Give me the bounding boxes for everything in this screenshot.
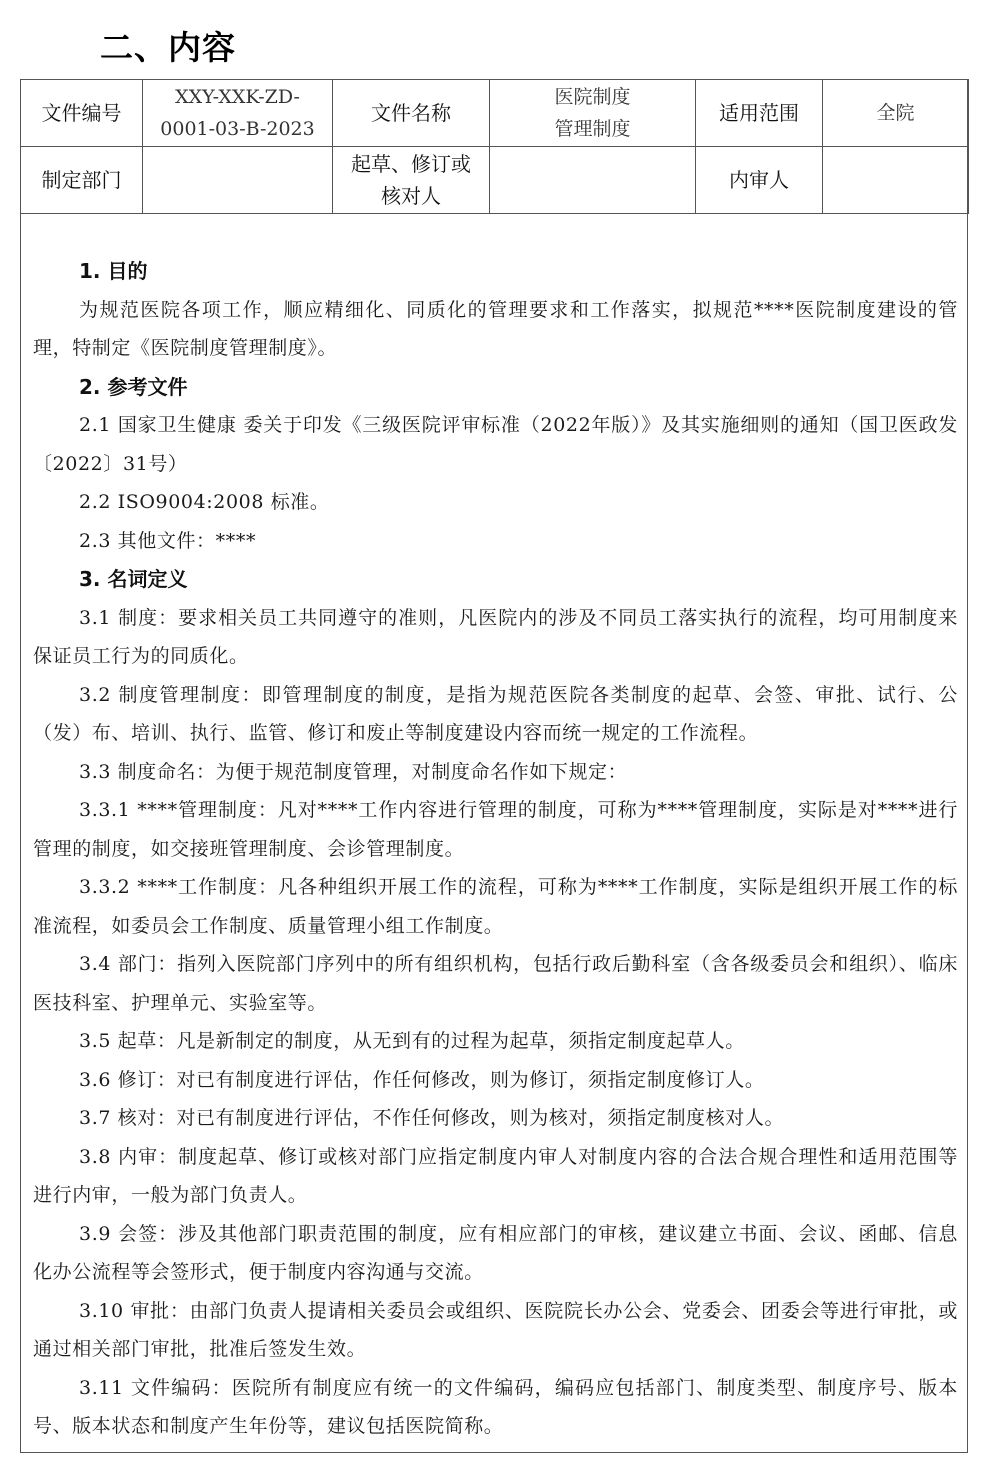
file-no-value-line1: XXY-XXK-ZD- <box>175 86 300 108</box>
meta-row-2 <box>21 147 969 214</box>
paragraph: 3.6 修订：对已有制度进行评估，作任何修改，则为修订，须指定制度修订人。 <box>79 1068 765 1091</box>
file-name-value <box>490 80 696 147</box>
drafter-value <box>490 147 696 214</box>
paragraph: 2.2 ISO9004:2008 标准。 <box>79 491 330 513</box>
paragraph: 2.1 国家卫生健康 委关于印发《三级医院评审标准（2022年版）》及其实施细则的通知（国卫医政发〔2022〕31号） <box>33 414 958 475</box>
paragraph: 3.2 制度管理制度：即管理制度的制度，是指为规范医院各类制度的起草、会签、审批、试行、公（发）布、培训、执行、监管、修订和废止等制度建设内容而统一规定的工作流程。 <box>33 683 958 744</box>
paragraph: 3.9 会签：涉及其他部门职责范围的制度，应有相应部门的审核，建议建立书面、会议、函邮、信息化办公流程等会签形式，便于制度内容沟通与交流。 <box>33 1222 958 1283</box>
paragraph: 3.3.1 ****管理制度：凡对****工作内容进行管理的制度，可称为****管理制度，实际是对****进行管理的制度，如交接班管理制度、会诊管理制度。 <box>33 799 958 860</box>
file-no-value-line2: 0001-03-B-2023 <box>160 118 315 140</box>
paragraph: 为规范医院各项工作，顺应精细化、同质化的管理要求和工作落实，拟规范****医院制度建设的管理，特制定《医院制度管理制度》。 <box>33 298 958 359</box>
scope-label: 适用范围 <box>696 80 823 147</box>
paragraph: 3.10 审批：由部门负责人提请相关委员会或组织、医院院长办公会、党委会、团委会等进行审批，或通过相关部门审批，批准后签发生效。 <box>33 1299 958 1360</box>
dept-value <box>143 147 333 214</box>
reviewer-label: 内审人 <box>696 147 823 214</box>
drafter-label-line2: 核对人 <box>381 184 441 208</box>
paragraph: 3.3.2 ****工作制度：凡各种组织开展工作的流程，可称为****工作制度，实际是组织开展工作的标准流程，如委员会工作制度、质量管理小组工作制度。 <box>33 876 958 937</box>
file-name-value-line2: 管理制度 <box>554 118 631 140</box>
file-no-value <box>143 80 333 147</box>
paragraph: 3.11 文件编码：医院所有制度应有统一的文件编码，编码应包括部门、制度类型、制度序号、版本号、版本状态和制度产生年份等，建议包括医院简称。 <box>33 1376 958 1437</box>
reviewer-value <box>823 147 969 214</box>
section-title-references: 2. 参考文件 <box>79 374 188 399</box>
document-body <box>33 252 958 1446</box>
file-name-label: 文件名称 <box>333 80 490 147</box>
drafter-label <box>333 147 490 214</box>
file-no-label: 文件编号 <box>21 80 143 147</box>
section-title-definitions: 3. 名词定义 <box>79 567 188 591</box>
drafter-label-line1: 起草、修订或 <box>351 152 471 176</box>
file-name-value-line1: 医院制度 <box>554 86 631 108</box>
section-title-purpose: 1. 目的 <box>79 259 148 283</box>
meta-row-1 <box>21 80 969 147</box>
paragraph: 2.3 其他文件：**** <box>79 529 257 552</box>
paragraph: 3.1 制度：要求相关员工共同遵守的准则，凡医院内的涉及不同员工落实执行的流程，均可用制度来保证员工行为的同质化。 <box>33 606 958 667</box>
paragraph: 3.7 核对：对已有制度进行评估，不作任何修改，则为核对，须指定制度核对人。 <box>79 1107 785 1129</box>
paragraph: 3.8 内审：制度起草、修订或核对部门应指定制度内审人对制度内容的合法合规合理性和适用范围等进行内审，一般为部门负责人。 <box>33 1145 958 1206</box>
document-meta-table <box>20 79 969 214</box>
paragraph: 3.3 制度命名：为便于规范制度管理，对制度命名作如下规定： <box>79 760 628 783</box>
page-heading: 二、内容 <box>100 28 236 67</box>
paragraph: 3.4 部门：指列入医院部门序列中的所有组织机构，包括行政后勤科室（含各级委员会和组织）、临床医技科室、护理单元、实验室等。 <box>33 953 958 1014</box>
scope-value: 全院 <box>823 80 969 147</box>
dept-label: 制定部门 <box>21 147 143 214</box>
paragraph: 3.5 起草：凡是新制定的制度，从无到有的过程为起草，须指定制度起草人。 <box>79 1030 745 1052</box>
